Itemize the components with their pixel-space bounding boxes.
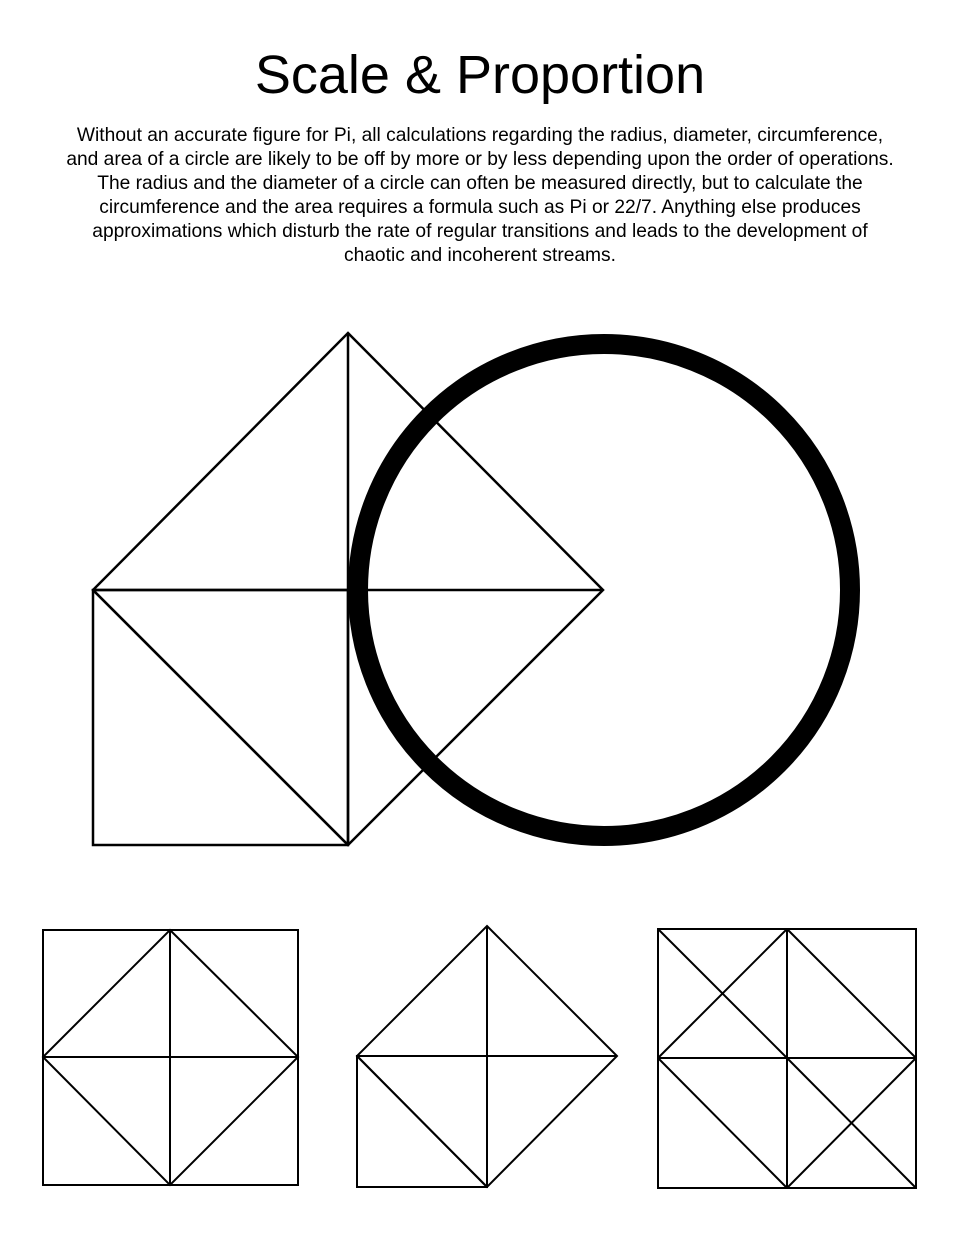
- body-paragraph: Without an accurate figure for Pi, all calculations regarding the radius, diameter, circumference, and area of a circle are likely to be off by more or by less depending upon the order of operations. The radius and the diameter of a circle can often be measured directly, but to calculate the circumference and the area requires a formula such as Pi or 22/7. Anything else produces approximations which disturb the rate of regular transitions and leads to the development of chaotic and incoherent streams.: [66, 125, 894, 266]
- small-figure-left: [43, 930, 298, 1185]
- diagonal-line: [357, 1056, 487, 1187]
- main-square-diagonal: [93, 590, 348, 845]
- diagonal-line: [787, 929, 916, 1058]
- small-figure-middle: [357, 926, 617, 1187]
- main-figure: [93, 333, 603, 845]
- page-title: Scale & Proportion: [254, 45, 706, 105]
- diagonal-line: [658, 1058, 787, 1188]
- small-figure-right: [658, 929, 916, 1188]
